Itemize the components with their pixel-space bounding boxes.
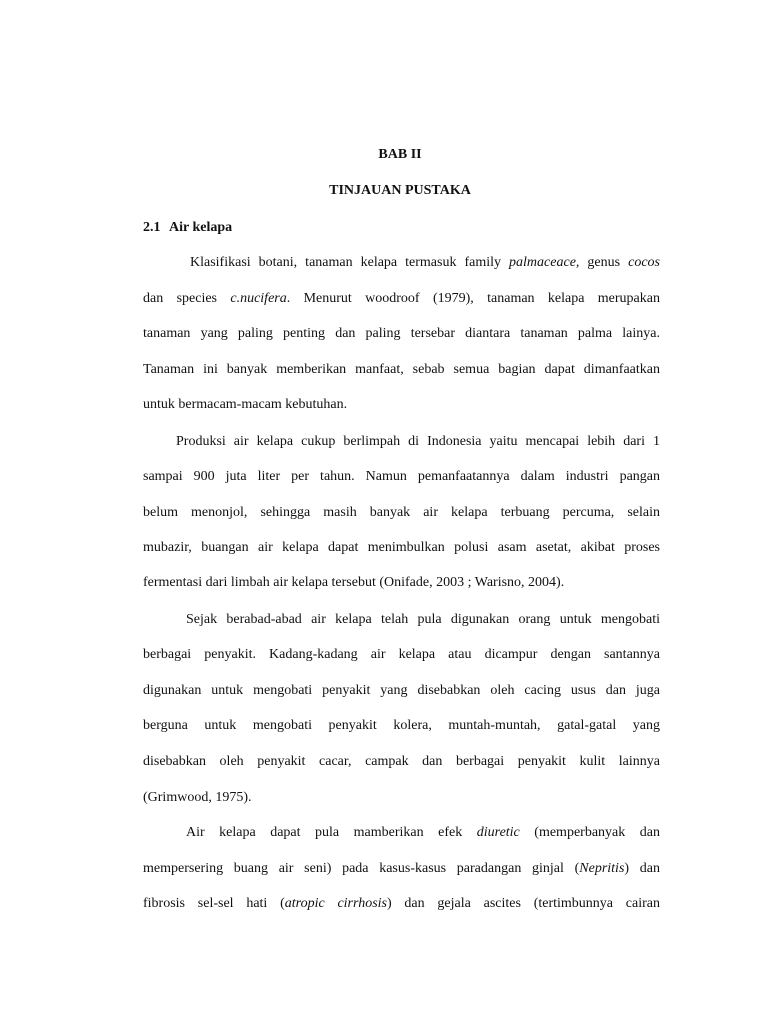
- paragraph-line: [143, 574, 660, 592]
- section-heading: [143, 219, 232, 237]
- text-run: mubazir, buangan air kelapa dapat menimbulkan polusi asam asetat, akibat proses: [143, 540, 660, 555]
- text-run: mempersering buang air seni) pada kasus-kasus paradangan ginjal (: [143, 861, 580, 876]
- text-run: dan species: [143, 291, 231, 306]
- paragraph-line: [143, 290, 660, 308]
- text-run: sampai 900 juta liter per tahun. Namun pemanfaatannya dalam industri pangan: [143, 469, 660, 484]
- text-run: genus: [579, 255, 629, 270]
- paragraph-line: [143, 682, 660, 700]
- paragraph-line: [143, 539, 660, 557]
- section-number: 2.1: [143, 220, 161, 235]
- text-run: berbagai penyakit. Kadang-kadang air kelapa atau dicampur dengan santannya: [143, 647, 660, 662]
- paragraph-line: [143, 468, 660, 486]
- section-title: Air kelapa: [169, 220, 233, 235]
- italic-term: palmaceace,: [509, 255, 580, 270]
- text-run: fermentasi dari limbah air kelapa tersebut (Onifade, 2003 ; Warisno, 2004).: [143, 575, 565, 590]
- text-run: digunakan untuk mengobati penyakit yang disebabkan oleh cacing usus dan juga: [143, 683, 660, 698]
- paragraph-line: [190, 254, 660, 272]
- paragraph-line: [186, 611, 660, 629]
- paragraph-line: [143, 361, 660, 379]
- text-run: disebabkan oleh penyakit cacar, campak dan berbagai penyakit kulit lainnya: [143, 754, 660, 769]
- italic-term: c.nucifera: [230, 291, 287, 306]
- paragraph-line: [143, 860, 660, 878]
- italic-term: diuretic: [476, 825, 520, 840]
- chapter-title: TINJAUAN PUSTAKA: [329, 183, 471, 198]
- paragraph-line: [143, 789, 660, 807]
- italic-term: cocos: [628, 255, 660, 270]
- paragraph-line: [176, 433, 660, 451]
- text-run: Sejak berabad-abad air kelapa telah pula digunakan orang untuk mengobati: [186, 612, 660, 627]
- text-run: . Menurut woodroof (1979), tanaman kelapa merupakan: [286, 291, 660, 306]
- paragraph-line: [143, 504, 660, 522]
- text-run: berguna untuk mengobati penyakit kolera, muntah-muntah, gatal-gatal yang: [143, 718, 660, 733]
- text-run: fibrosis sel-sel hati (: [143, 896, 285, 911]
- paragraph-line: [143, 895, 660, 913]
- text-run: Tanaman ini banyak memberikan manfaat, sebab semua bagian dapat dimanfaatkan: [143, 362, 660, 377]
- paragraph-line: [143, 753, 660, 771]
- text-run: (memperbanyak dan: [519, 825, 660, 840]
- paragraph-line: [143, 717, 660, 735]
- text-run: Produksi air kelapa cukup berlimpah di Indonesia yaitu mencapai lebih dari 1: [176, 434, 660, 449]
- paragraph-line: [143, 325, 660, 343]
- paragraph-line: [143, 646, 660, 664]
- text-run: Air kelapa dapat pula mamberikan efek: [186, 825, 477, 840]
- text-run: tanaman yang paling penting dan paling tersebar diantara tanaman palma lainya.: [143, 326, 660, 341]
- text-run: (Grimwood, 1975).: [143, 790, 252, 805]
- text-run: ) dan gejala ascites (tertimbunnya cairan: [386, 896, 660, 911]
- paragraph-line: [186, 824, 660, 842]
- text-run: untuk bermacam-macam kebutuhan.: [143, 397, 348, 412]
- italic-term: atropic cirrhosis: [284, 896, 387, 911]
- text-run: Klasifikasi botani, tanaman kelapa termasuk family: [190, 255, 510, 270]
- text-run: belum menonjol, sehingga masih banyak air kelapa terbuang percuma, selain: [143, 505, 660, 520]
- italic-term: Nepritis: [579, 861, 625, 876]
- chapter-number: BAB II: [378, 147, 422, 162]
- paragraph-line: [143, 396, 660, 414]
- text-run: ) dan: [624, 861, 660, 876]
